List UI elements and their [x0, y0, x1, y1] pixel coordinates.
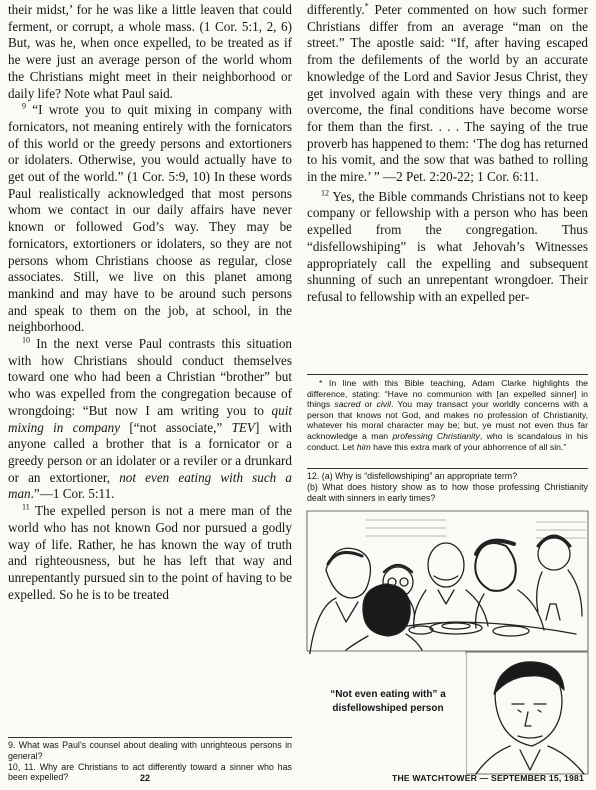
- study-questions-right: [307, 471, 588, 503]
- footnote-divider: [307, 374, 588, 375]
- paragraph-11: [8, 503, 292, 603]
- footnote-run: or: [360, 399, 377, 410]
- running-footer: THE WATCHTOWER — SEPTEMBER 15, 1981: [392, 773, 584, 783]
- footnote-marker: *: [364, 1, 369, 11]
- paragraph-11-continued: [307, 2, 588, 186]
- italic-phrase: quit mixing in company: [8, 402, 292, 435]
- paragraph-number: 10: [22, 335, 30, 345]
- question-12b: (b) What does history show as to how those professing Christianity dealt with sinners in early times?: [307, 481, 588, 503]
- paragraph-text: “I wrote you to quit mixing in company with fornicators, not meaning entirely with the fornicators of this world or the greedy persons and extortioners or idolaters. Otherwise, you would actually have to get out of the world.” (1 Cor. 5:9, 10) In these words Paul realistically acknowledged that most persons whom we contact in our daily affairs have never known or followed God’s way. They may be fornicators, extortioners or idolaters, so they are not persons whom Christians choose as regular, close associates. Still, we live on this planet among mankind and may have to be around such persons and speak to them on the job, at school, in the neighborhood.: [8, 102, 292, 335]
- paragraph-text: differently.: [307, 2, 365, 17]
- footnote-text: [307, 378, 588, 452]
- right-column: [307, 2, 588, 306]
- question-9: 9. What was Paul’s counsel about dealing with unrighteous persons in general?: [8, 740, 292, 761]
- page-number: 22: [140, 773, 151, 783]
- footnote-italic: professing Christianity: [392, 430, 480, 441]
- footnote-italic: sacred: [334, 399, 361, 410]
- illustration-caption: “Not even eating with” a disfellowshiped person: [330, 689, 446, 714]
- paragraph-number: 12: [321, 188, 329, 198]
- italic-phrase: TEV: [231, 419, 255, 435]
- question-10-11: 10, 11. Why are Christians to act differently toward a sinner who has been expelled?: [8, 761, 292, 783]
- paragraph-text: Peter commented on how such former Christians differ from an average “man on the street.” The apostle said: “If, after having escaped from the defilements of the world by an accurate knowledge of the Lord and Savior Jesus Christ, they get involved again with these very things and are overcome, the final conditions have become worse for them than the first. . . . The saying of the true proverb has happened to them: ‘The dog has returned to his vomit, and the sow that was bathed to rolling in the mire.’ ” —2 Pet. 2:20-22; 1 Cor. 6:11.: [307, 2, 588, 185]
- left-column: [8, 2, 292, 603]
- question-divider: [8, 737, 292, 738]
- italic-phrase: not even eating with such a man: [8, 469, 292, 502]
- paragraph-text: .”—1 Cor. 5:11.: [30, 486, 115, 502]
- paragraph-text: Yes, the Bible commands Christians not to keep company or fellowship with a person who has been expelled from the congregation. Thus “disfellowshiping” is what Jehovah’s Witnesses appropriately call the expelling and subsequent shunning of such an unrepentant wrongdoer. Their refusal to fellowship with an expelled per-: [307, 188, 588, 304]
- paragraph-8-continued: their midst,’ for he was like a little leaven that could ferment, or corrupt, a whole mass. (1 Cor. 5:1, 2, 6) But, was he, when once expelled, to be treated as if he were just an average person of the world whom the Christians might meet in their neighborhood or daily life? Note what Paul said.: [8, 2, 292, 101]
- paragraph-12: [307, 189, 588, 306]
- footnote-run: , who is scandalous in his conduct. Let: [307, 430, 588, 452]
- question-divider: [307, 468, 588, 469]
- footnote-italic: civil: [376, 399, 391, 410]
- paragraph-number: 9: [22, 101, 26, 111]
- paragraph-text: In the next verse Paul contrasts this situation with how Christians should conduct themselves toward one who had been a Christian “brother” but who was expelled from the congregation because of wrongdoing: “But now I am writing you to: [8, 336, 292, 418]
- paragraph-text: [“not associate,”: [120, 419, 232, 435]
- paragraph-number: 11: [22, 502, 30, 512]
- paragraph-text: The expelled person is not a mere man of the world who has not known God nor pursued a godly way of life. Rather, he has known the way of truth and righteousness, but he has left that way and unrepentantly pursued sin to the point of having to be expelled. So he is to be treated: [8, 503, 292, 602]
- footnote-run: have this extra mark of your abhorrence of all sin.”: [370, 441, 567, 452]
- paragraph-9: [8, 102, 292, 336]
- paragraph-text: ] with anyone called a brother that is a fornicator or a greedy person or an idolater or a reviler or a drunkard or an extortioner,: [8, 419, 292, 485]
- footnote-run: * In line with this Bible teaching, Adam Clarke highlights the difference, stating: “Have no communion with [an expelled sinner] in things: [307, 378, 588, 410]
- footnote-italic: him: [356, 441, 371, 452]
- footnote: [307, 378, 588, 452]
- question-12a: 12. (a) Why is “disfellowshiping” an appropriate term?: [307, 471, 518, 481]
- footnote-run: . You may transact your worldly concerns with a person that knows not God, and makes no profession of Christianity, whatever his moral character may be; but, ye must not even thus far acknowledge a man: [307, 399, 588, 441]
- paragraph-10: [8, 336, 292, 503]
